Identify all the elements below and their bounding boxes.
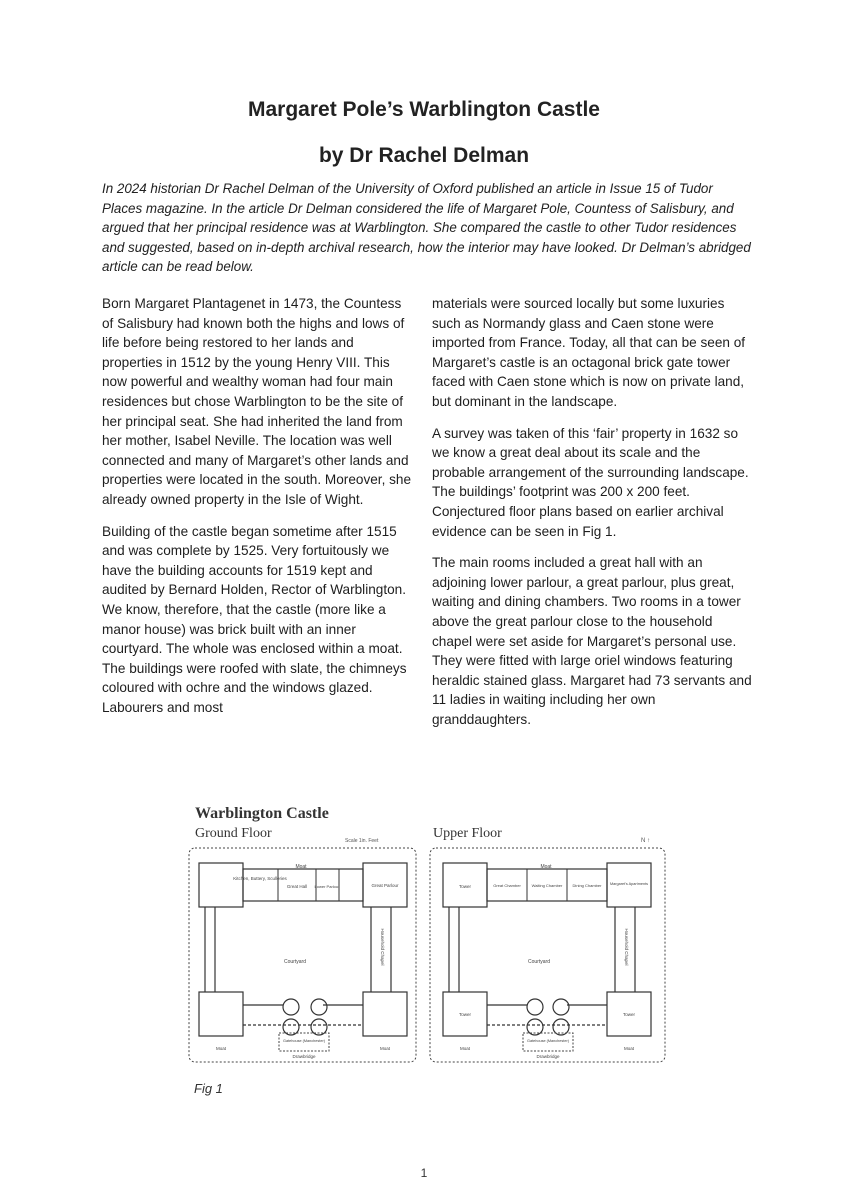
ground-floor-plan xyxy=(189,848,416,1062)
body-paragraph: A survey was taken of this ‘fair’ property in 1632 so we know a great deal about its scale and the probable arrangement of the surrounding landscape. The buildings’ footprint was 200 x 200 feet. Conjectured floor plans based on earlier archival evidence can be seen in Fig 1. xyxy=(432,425,749,539)
intro-paragraph: In 2024 historian Dr Rachel Delman of the University of Oxford published an article in Issue 15 of Tudor Places magazine. In the article Dr Delman considered the life of Margaret Pole, Countess of Salisbury, and argued that her principal residence was at Warblington. She compared the castle to other Tudor residences and suggested, based on in-depth archival research, how the interior may have looked. Dr Delman’s abridged article can be read below. xyxy=(102,181,751,275)
moat-label: Moat xyxy=(540,864,552,870)
moat-label: Moat xyxy=(379,1046,391,1051)
moat-label: Moat xyxy=(623,1046,635,1051)
gatehouse-label: Gatehouse (Manchester) xyxy=(283,1039,325,1043)
body-paragraph: The main rooms included a great hall with an adjoining lower parlour, a great parlour, plus great, waiting and dining chambers. Two rooms in a tower above the great parlour close to the household chapel were set aside for Margaret’s personal use. They were fitted with large oriel windows featuring heraldic stained glass. Margaret had 73 servants and 11 ladies in waiting including her own granddaughters. xyxy=(432,555,752,727)
left-column xyxy=(102,294,414,729)
north-arrow: N ↑ xyxy=(641,838,650,844)
room-label: Margaret's Apartments xyxy=(609,882,649,886)
page-number: 1 xyxy=(420,1166,428,1180)
author-byline: by Dr Rachel Delman xyxy=(318,144,530,167)
courtyard-label: Courtyard xyxy=(528,959,550,965)
corner-tower xyxy=(363,992,407,1036)
page-title: Margaret Pole’s Warblington Castle xyxy=(247,98,600,121)
body-paragraph: Building of the castle began sometime after 1515 and was complete by 1525. Very fortuitously we have the building accounts for 1519 kept and audited by Bernard Holden, Rector of Warblington. We know, therefore, that the castle (more like a manor house) was brick built with an inner courtyard. The whole was enclosed within a moat. The buildings were roofed with slate, the chimneys coloured with ochre and the windows glazed. Labourers and most xyxy=(102,523,407,715)
ground-floor-label: Ground Floor xyxy=(195,826,272,841)
scale-note: Scale 1in. Feet xyxy=(345,838,379,844)
upper-floor-label: Upper Floor xyxy=(433,826,502,841)
courtyard-label: Courtyard xyxy=(284,959,306,965)
room-label: Great Hall xyxy=(286,884,308,889)
drawbridge-label: Drawbridge xyxy=(292,1054,316,1059)
room-label: Great Chamber xyxy=(493,883,521,888)
gatehouse-label: Gatehouse (Manchester) xyxy=(527,1039,569,1043)
room-label: Waiting Chamber xyxy=(531,883,563,888)
figure-heading: Warblington Castle xyxy=(195,805,329,822)
right-column xyxy=(432,294,752,741)
chapel-label: Household Chapel xyxy=(380,928,385,966)
chapel-label: Household Chapel xyxy=(624,928,629,966)
upper-floor-plan xyxy=(430,848,665,1062)
room-label: Kitchen, Buttery, Sculleries xyxy=(233,876,287,881)
figure-caption: Fig 1 xyxy=(194,1081,223,1096)
corner-tower xyxy=(199,863,243,907)
drawbridge-label: Drawbridge xyxy=(536,1054,560,1059)
tower-label: Tower xyxy=(458,1012,472,1017)
room-label: Dining Chamber xyxy=(572,883,602,888)
moat-label: Moat xyxy=(459,1046,471,1051)
room-label: Great Parlour xyxy=(371,883,399,888)
tower-label: Tower xyxy=(622,1012,636,1017)
corner-tower xyxy=(199,992,243,1036)
moat-label: Moat xyxy=(215,1046,227,1051)
body-paragraph: Born Margaret Plantagenet in 1473, the Countess of Salisbury had known both the highs and lows of life before being restored to her lands and properties in 1512 by the young Henry VIII. This now powerful and wealthy woman had four main residences but chose Warblington to be the site of her principal seat. She had inherited the land from her mother, Isabel Neville. The location was well connected and many of Margaret’s other lands and properties were located in the south. Moreover, she already owned property in the Isle of Wight. xyxy=(102,296,412,507)
body-paragraph: materials were sourced locally but some luxuries such as Normandy glass and Caen stone were imported from France. Today, all that can be seen of Margaret’s castle is an octagonal brick gate tower faced with Caen stone which is now on private land, but dominant in the landscape. xyxy=(432,296,746,409)
floor-plan-figure xyxy=(183,797,673,1082)
room-label: Lower Parlour xyxy=(314,884,340,889)
floor-plan-diagram xyxy=(183,797,673,1082)
room-label: Tower xyxy=(458,884,472,889)
moat-label: Moat xyxy=(295,864,307,870)
